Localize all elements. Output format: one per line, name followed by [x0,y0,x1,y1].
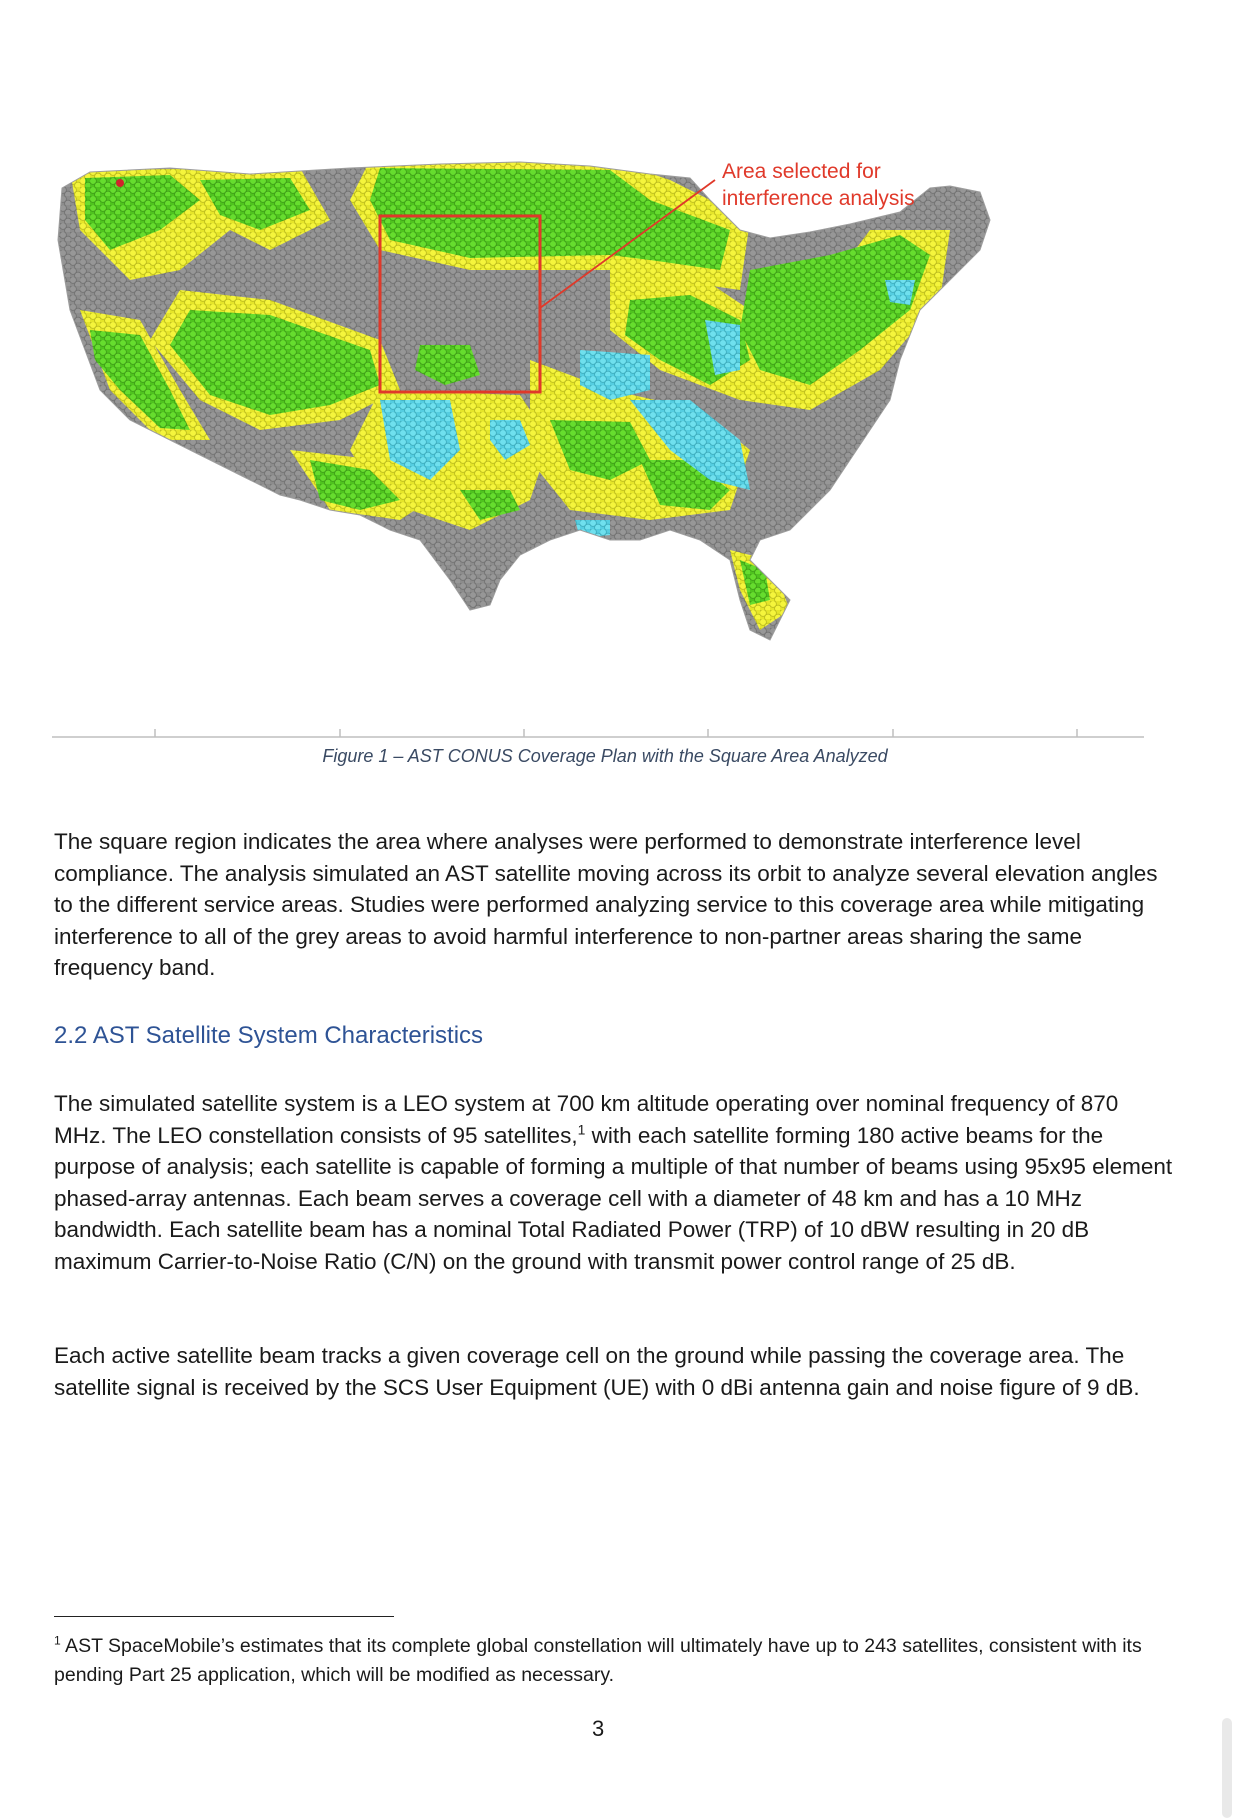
footnote [54,1632,1174,1690]
body-paragraph [54,1088,1174,1277]
footnote-marker: 1 [54,1633,61,1648]
body-paragraph: The square region indicates the area where analyses were performed to demonstrate interference level compliance. The analysis simulated an AST satellite moving across its orbit to analyze several elevation angles to the different service areas. Studies were performed analyzing service to this coverage area while mitigating interference to all of the grey areas to avoid harmful interference to non-partner areas sharing the same frequency band. [54,829,1158,980]
scrollbar[interactable] [1222,1718,1232,1818]
paragraph-text: with each satellite forming 180 active beams for the purpose of analysis; each satellite is capable of forming a multiple of that number of beams using 95x95 element phased-array antennas. Each beam serves a coverage cell with a diameter of 48 km and has a 10 MHz bandwidth. Each satellite beam has a nominal Total Radiated Power (TRP) of 10 dBW resulting in 20 dB maximum Carrier-to-Noise Ratio (C/N) on the ground with transmit power control range of 25 dB. [54,1122,1173,1274]
section-heading: 2.2 AST Satellite System Characteristics [54,1022,484,1049]
us-coverage-map [50,160,1150,760]
footnote-separator [54,1616,394,1617]
footnote-text: AST SpaceMobile’s estimates that its complete global constellation will ultimately have up to 243 satellites, consistent with its pending Part 25 application, which will be modified as necessary. [54,1635,1142,1686]
footnote-reference[interactable]: 1 [577,1121,586,1137]
figure-caption: Figure 1 – AST CONUS Coverage Plan with the Square Area Analyzed [322,746,888,766]
paragraph-text: The simulated satellite system is a LEO system at 700 km altitude operating over nominal frequency of 870 MHz. The LEO constellation consists of 95 satellites, [54,1091,1119,1148]
coverage-map-figure [50,160,1150,760]
annotation-line-1: Area selected for [722,160,881,183]
page-number: 3 [592,1716,605,1741]
body-paragraph: Each active satellite beam tracks a given coverage cell on the ground while passing the coverage area. The satellite signal is received by the SCS User Equipment (UE) with 0 dBi antenna gain and noise figure of 9 dB. [54,1343,1140,1400]
annotation-line-2: interference analysis [722,187,915,210]
